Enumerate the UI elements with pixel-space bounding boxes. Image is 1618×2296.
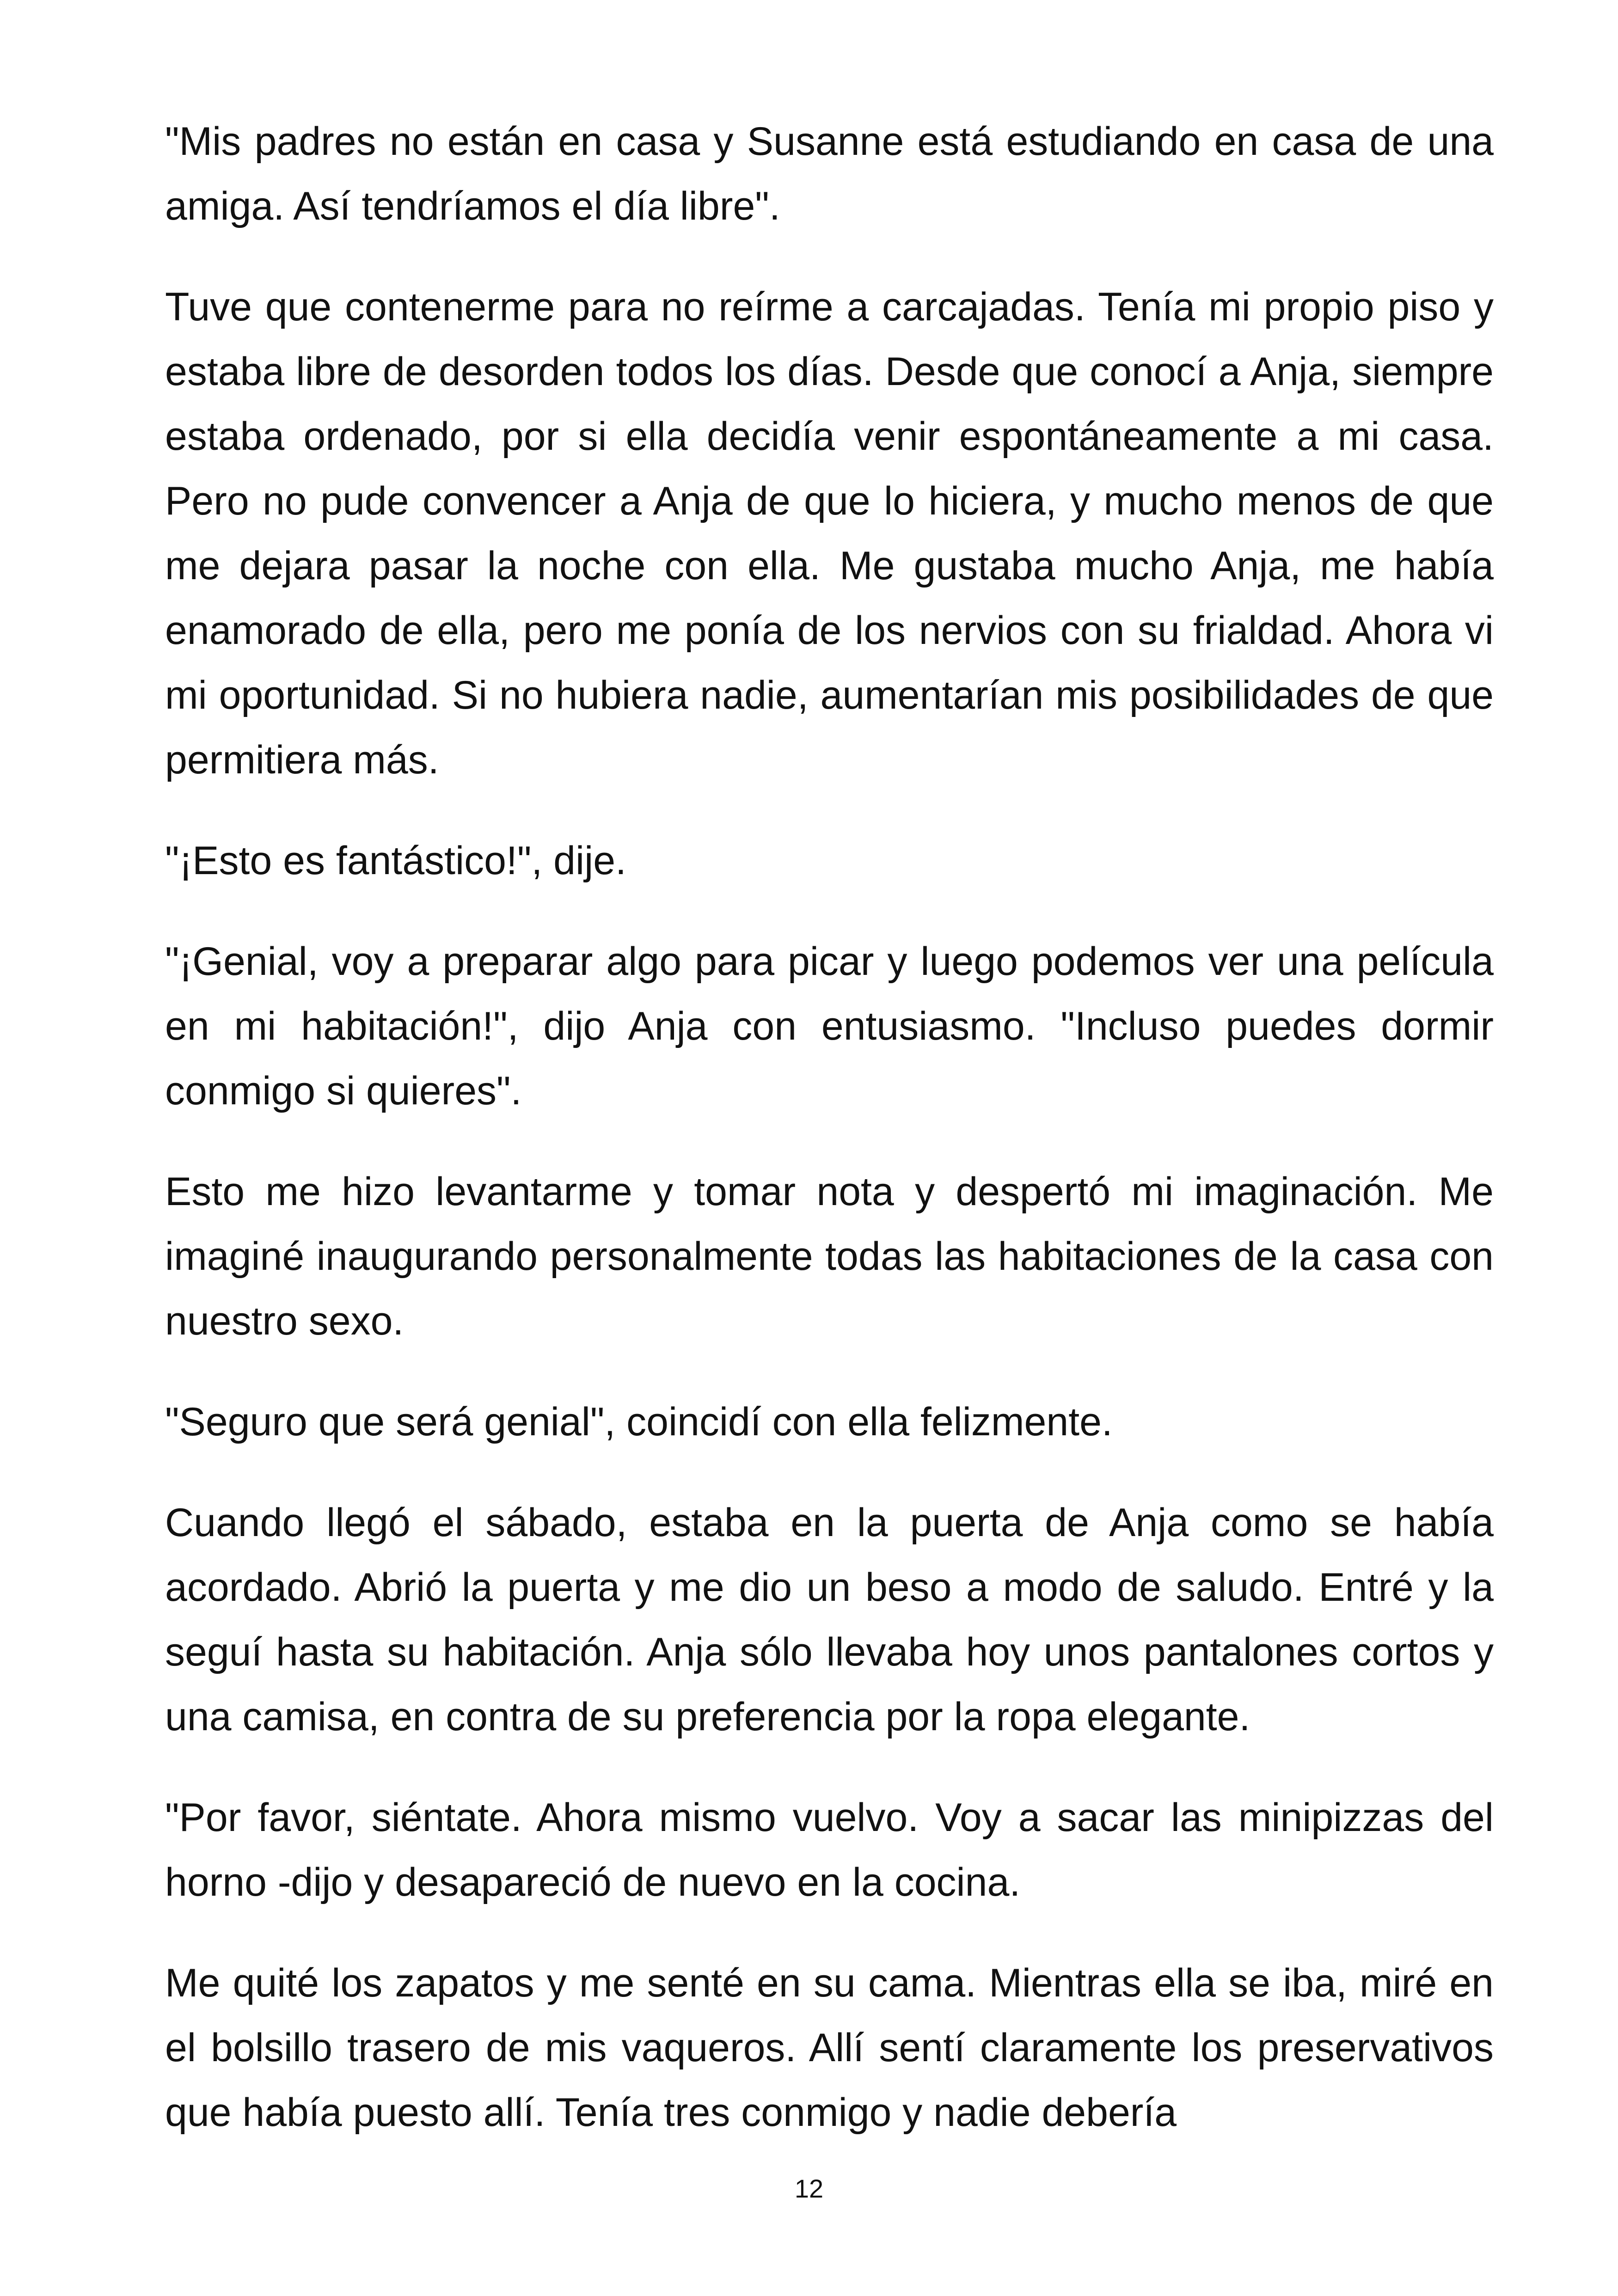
paragraph-6: "Seguro que será genial", coincidí con ella felizmente. bbox=[165, 1400, 1113, 1444]
paragraph-2: Tuve que contenerme para no reírme a carcajadas. Tenía mi propio piso y estaba libre de desorden todos los días. Desde que conocí a Anja, siempre estaba ordenado, por si ella decidía venir espontáneamente a mi casa. Pero no pude convencer a Anja de que lo hiciera, y mucho menos de que me dejara pasar la noche con ella. Me gustaba mucho Anja, me había enamorado de ella, pero me ponía de los nervios con su frialdad. Ahora vi mi oportunidad. Si no hubiera nadie, aumentarían mis posibilidades de que permitiera más. bbox=[165, 285, 1494, 782]
paragraph-3: "¡Esto es fantástico!", dije. bbox=[165, 839, 626, 883]
paragraph-9: Me quité los zapatos y me senté en su cama. Mientras ella se iba, miré en el bolsillo trasero de mis vaqueros. Allí sentí claramente los preservativos que había puesto allí. Tenía tres conmigo y nadie debería bbox=[165, 1961, 1494, 2135]
paragraph-4: "¡Genial, voy a preparar algo para picar y luego podemos ver una película en mi habitación!", dijo Anja con entusiasmo. "Incluso puedes dormir conmigo si quieres". bbox=[165, 939, 1494, 1113]
page-number: 12 bbox=[794, 2174, 824, 2203]
body-text bbox=[165, 109, 1494, 2181]
paragraph-1: "Mis padres no están en casa y Susanne está estudiando en casa de una amiga. Así tendríamos el día libre". bbox=[165, 119, 1494, 228]
paragraph-7: Cuando llegó el sábado, estaba en la puerta de Anja como se había acordado. Abrió la puerta y me dio un beso a modo de saludo. Entré y la seguí hasta su habitación. Anja sólo llevaba hoy unos pantalones cortos y una camisa, en contra de su preferencia por la ropa elegante. bbox=[165, 1500, 1494, 1739]
paragraph-5: Esto me hizo levantarme y tomar nota y despertó mi imaginación. Me imaginé inaugurando personalmente todas las habitaciones de la casa con nuestro sexo. bbox=[165, 1169, 1494, 1343]
paragraph-8: "Por favor, siéntate. Ahora mismo vuelvo. Voy a sacar las minipizzas del horno -dijo y desapareció de nuevo en la cocina. bbox=[165, 1795, 1494, 1904]
